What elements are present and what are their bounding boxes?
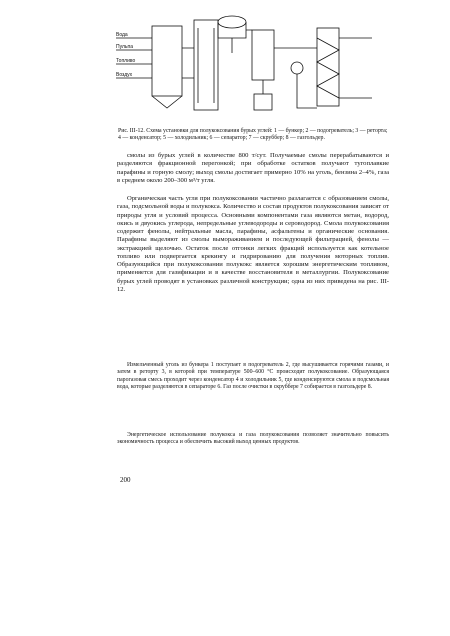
label-air: Воздух	[116, 72, 133, 78]
label-fuel: Топливо	[116, 58, 136, 64]
paragraph-2: Органическая часть угля при полукоксовании частично разлагается с образованием смолы, газа, подсмольной воды и полукокса. Количество и состав продуктов полукоксования зависят от природы угля и условий процесса. Основными компонентами газа являются метан, водород, окись и двуокись углерода, непредельные углеводороды и сероводород. Смола полукоксования содержит фенолы, нейтральные масла, парафины, асфальтены и органические основания. Парафины выделяют из смолы вымораживанием и последующей фильтрацией, фенолы — экстракцией щелочью. Остаток после отгонки легких фракций используется как котельное топливо или подвергается крекингу и гидрированию для получения моторных топлив. Образующийся при полукоксовании полукокс является хорошим энергетическим топливом, применяется для газификации и в качестве восстановителя в металлургии. Полукоксование бурых углей проводят в установках различной конструкции; одна из них приведена на рис. III-12.	[117, 195, 389, 293]
paragraph-1: смолы из бурых углей в количестве 800 т/сут. Получаемые смолы перерабатываются и разделяются фракционной перегонкой; при обработке остатков получают тугоплавкие парафины и горную смолу; выход смолы достигает примерно 10% на уголь, бензина 2–4%, газа в среднем около 200–300 м³/т угля.	[117, 152, 389, 184]
paragraph-4: Энергетическое использование полукокса и газа полукоксования позволяет значительно повысить экономичность процесса и обеспечить высокий выход ценных продуктов.	[117, 432, 389, 446]
label-pulp: Пульпа	[116, 44, 133, 50]
paragraph-3: Измельченный уголь из бункера 1 поступает в подогреватель 2, где высушивается горячими газами, и затем в реторту 3, в которой при температуре 500–600 °С происходит полукоксование. Образующаяся парогазовая смесь проходит через конденсатор 4 и холодильник 5, где конденсируются смола и подсмольная вода, которые разделяются в сепараторе 6. Газ после очистки в скруббере 7 собирается в газгольдере 8.	[117, 362, 389, 390]
page-number: 200	[120, 476, 131, 484]
process-flow-diagram	[112, 8, 382, 128]
figure-caption: Рис. III-12. Схема установки для полукоксования бурых углей: 1 — бункер; 2 — подогреватель; 3 — реторта; 4 — конденсатор; 5 — холодильник; 6 — сепаратор; 7 — скруббер; 8 — газгольдер.	[118, 128, 388, 142]
label-water: Вода	[116, 32, 128, 38]
